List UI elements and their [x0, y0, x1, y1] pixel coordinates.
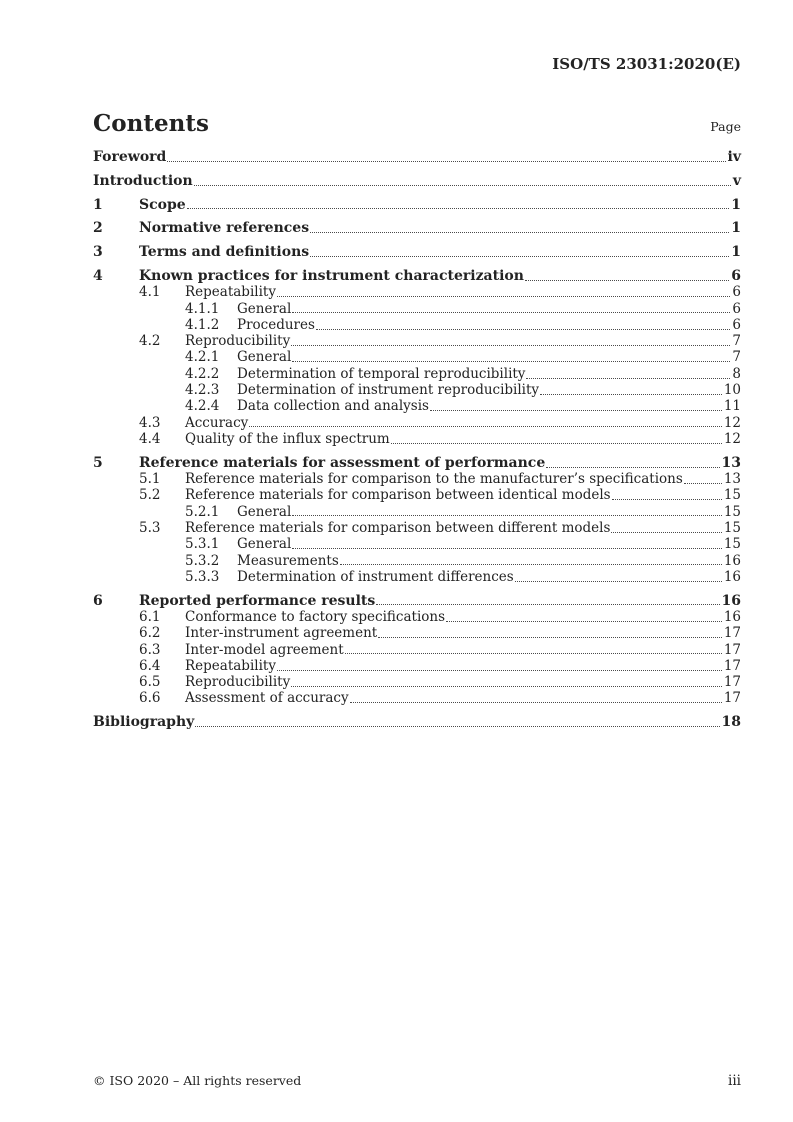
toc-entry-foreword [93, 149, 741, 165]
toc-entry-page: iv [727, 149, 741, 165]
dot-leader [195, 726, 719, 727]
toc-entry-page: 1 [731, 244, 741, 261]
toc-entry-page: 6 [732, 316, 741, 333]
toc-entry-number: 6.5 [139, 674, 161, 691]
page-number: iii [728, 1073, 741, 1089]
toc-entry-title: Known practices for instrument characterization [139, 267, 524, 284]
dot-leader [345, 653, 722, 654]
toc-entry-title: Conformance to factory specifications [185, 608, 446, 625]
dot-leader [310, 256, 729, 257]
dot-leader [194, 185, 731, 186]
dot-leader [292, 515, 722, 516]
toc-entry-5.3.1 [93, 536, 741, 552]
toc-entry-title: Normative references [139, 220, 310, 237]
toc-entry-page: 17 [723, 641, 741, 658]
toc-entry-6.6 [93, 690, 741, 706]
toc-entry-title: Reproducibility [185, 333, 291, 350]
toc-entry-5.1 [93, 471, 741, 487]
dot-leader [430, 410, 722, 411]
toc-entry-page: 12 [723, 430, 741, 447]
toc-entry-5.3.3 [93, 569, 741, 585]
toc-entry-number: 4.1 [139, 284, 161, 301]
toc-entry-number: 4.2.3 [185, 382, 220, 399]
toc-entry-number: 5.1 [139, 471, 161, 488]
toc-entry-number: 3 [93, 244, 103, 261]
toc-entry-1 [93, 197, 741, 213]
dot-leader [316, 329, 730, 330]
toc-entry-number: 6.4 [139, 657, 161, 674]
toc-entry-title: Reported performance results [139, 592, 376, 609]
dot-leader [540, 394, 722, 395]
toc-entry-number: 4.1.2 [185, 316, 220, 333]
toc-entry-page: 16 [723, 552, 741, 569]
dot-leader [525, 280, 729, 281]
toc-entry-5.2 [93, 487, 741, 503]
dot-leader [391, 443, 722, 444]
toc-entry-4.1.2 [93, 317, 741, 333]
toc-entry-4.4 [93, 431, 741, 447]
toc-entry-title: Assessment of accuracy [185, 690, 349, 707]
dot-leader [684, 483, 722, 484]
toc-entry-4.3 [93, 415, 741, 431]
toc-entry-title: General [237, 536, 292, 553]
toc-entry-number: 5.3 [139, 519, 161, 536]
toc-entry-number: 5.2 [139, 487, 161, 504]
toc-entry-4.1 [93, 284, 741, 300]
dot-leader [277, 670, 722, 671]
toc-entry-6.2 [93, 625, 741, 641]
dot-leader [277, 296, 730, 297]
toc-entry-page: 7 [732, 333, 741, 350]
toc-entry-number: 5.3.3 [185, 568, 220, 585]
dot-leader [350, 702, 722, 703]
dot-leader [546, 467, 719, 468]
toc-list [93, 149, 741, 731]
toc-entry-page: 10 [723, 382, 741, 399]
toc-entry-number: 4.4 [139, 430, 161, 447]
toc-entry-page: 13 [721, 454, 741, 471]
page-column-label: Page [710, 119, 741, 134]
dot-leader [292, 361, 730, 362]
copyright-notice: © ISO 2020 – All rights reserved [93, 1073, 302, 1088]
toc-entry-4.2.4 [93, 398, 741, 414]
toc-entry-title: Repeatability [185, 657, 276, 674]
dot-leader [167, 161, 725, 162]
dot-leader [446, 621, 722, 622]
toc-entry-title: Determination of instrument differences [237, 568, 514, 585]
dot-leader [378, 637, 722, 638]
toc-entry-number: 4.1.1 [185, 300, 220, 317]
toc-entry-title: Reference materials for comparison between identical models [185, 487, 611, 504]
toc-entry-title: Reference materials for comparison between different models [185, 519, 611, 536]
toc-entry-number: 2 [93, 220, 103, 237]
toc-entry-title: Foreword [93, 149, 167, 165]
toc-entry-4.2 [93, 333, 741, 349]
toc-entry-5.2.1 [93, 504, 741, 520]
dot-leader [310, 232, 729, 233]
toc-entry-number: 5 [93, 454, 103, 471]
toc-entry-title: Reference materials for assessment of performance [139, 454, 546, 471]
toc-entry-page: 13 [723, 471, 741, 488]
toc-entry-title: Reproducibility [185, 674, 291, 691]
toc-entry-title: Reference materials for comparison to the manufacturer’s specifications [185, 471, 683, 488]
toc-entry-number: 6.2 [139, 625, 161, 642]
toc-entry-5.3 [93, 520, 741, 536]
dot-leader [249, 426, 722, 427]
toc-entry-2 [93, 220, 741, 236]
toc-entry-6.5 [93, 674, 741, 690]
toc-entry-5.3.2 [93, 553, 741, 569]
toc-entry-title: Measurements [237, 552, 339, 569]
dot-leader [340, 564, 722, 565]
toc-entry-title: Determination of temporal reproducibility [237, 365, 526, 382]
toc-entry-number: 5.2.1 [185, 503, 220, 520]
toc-entry-page: 17 [723, 690, 741, 707]
toc-entry-page: 17 [723, 625, 741, 642]
toc-entry-6.3 [93, 642, 741, 658]
toc-entry-number: 4.3 [139, 414, 161, 431]
toc-entry-number: 1 [93, 196, 103, 213]
toc-entry-title: Procedures [237, 316, 315, 333]
toc-entry-page: 15 [723, 519, 741, 536]
toc-entry-4.2.2 [93, 366, 741, 382]
toc-entry-bibliography [93, 714, 741, 730]
toc-entry-page: 12 [723, 414, 741, 431]
toc-entry-6.4 [93, 658, 741, 674]
dot-leader [612, 499, 722, 500]
dot-leader [291, 686, 722, 687]
toc-entry-number: 4.2.4 [185, 398, 220, 415]
toc-entry-3 [93, 244, 741, 260]
dot-leader [611, 532, 721, 533]
dot-leader [187, 208, 730, 209]
toc-entry-title: Repeatability [185, 284, 276, 301]
dot-leader [526, 378, 730, 379]
toc-entry-title: General [237, 503, 292, 520]
toc-entry-number: 4.2.2 [185, 365, 220, 382]
toc-entry-number: 4 [93, 267, 103, 284]
toc-entry-4.1.1 [93, 301, 741, 317]
toc-entry-page: 8 [732, 365, 741, 382]
toc-entry-page: v [732, 172, 741, 189]
toc-entry-4.2.3 [93, 382, 741, 398]
toc-entry-page: 11 [723, 398, 741, 415]
document-reference-header: ISO/TS 23031:2020(E) [552, 55, 741, 73]
toc-entry-number: 4.2 [139, 333, 161, 350]
toc-entry-number: 6 [93, 592, 103, 609]
toc-entry-title: Inter-instrument agreement [185, 625, 378, 642]
contents-heading: Contents [93, 110, 209, 137]
toc-entry-page: 1 [731, 220, 741, 237]
toc-entry-title: General [237, 349, 292, 366]
toc-entry-page: 17 [723, 657, 741, 674]
toc-entry-number: 5.3.1 [185, 536, 220, 553]
toc-entry-page: 6 [731, 267, 741, 284]
toc-entry-number: 6.3 [139, 641, 161, 658]
toc-entry-title: Scope [139, 196, 186, 213]
toc-entry-page: 15 [723, 536, 741, 553]
toc-entry-page: 16 [721, 592, 741, 609]
contents-title-row [93, 110, 741, 137]
dot-leader [292, 548, 722, 549]
page-footer [93, 1073, 741, 1089]
toc-entry-page: 18 [721, 714, 741, 731]
toc-entry-page: 16 [723, 568, 741, 585]
toc-entry-number: 6.1 [139, 608, 161, 625]
dot-leader [291, 345, 730, 346]
toc-entry-5 [93, 455, 741, 471]
toc-entry-page: 7 [732, 349, 741, 366]
toc-entry-introduction [93, 173, 741, 189]
toc-entry-page: 17 [723, 674, 741, 691]
toc-entry-title: Quality of the influx spectrum [185, 430, 390, 447]
toc-entry-number: 5.3.2 [185, 552, 220, 569]
toc-entry-title: Inter-model agreement [185, 641, 344, 658]
dot-leader [376, 604, 719, 605]
toc-entry-page: 15 [723, 503, 741, 520]
toc-entry-page: 6 [732, 284, 741, 301]
dot-leader [515, 581, 722, 582]
dot-leader [292, 312, 730, 313]
toc-entry-title: General [237, 300, 292, 317]
toc-entry-number: 6.6 [139, 690, 161, 707]
toc-entry-6.1 [93, 609, 741, 625]
toc-entry-title: Data collection and analysis [237, 398, 429, 415]
toc-entry-number: 4.2.1 [185, 349, 220, 366]
toc-entry-title: Determination of instrument reproducibility [237, 382, 540, 399]
toc-entry-title: Bibliography [93, 714, 195, 731]
toc-entry-title: Introduction [93, 172, 193, 189]
toc-entry-page: 6 [732, 300, 741, 317]
toc-entry-page: 1 [731, 196, 741, 213]
toc-entry-title: Terms and definitions [139, 244, 310, 261]
toc-entry-4 [93, 268, 741, 284]
toc-entry-page: 15 [723, 487, 741, 504]
toc-entry-page: 16 [723, 608, 741, 625]
toc-entry-4.2.1 [93, 349, 741, 365]
toc-entry-6 [93, 593, 741, 609]
toc-entry-title: Accuracy [185, 414, 249, 431]
